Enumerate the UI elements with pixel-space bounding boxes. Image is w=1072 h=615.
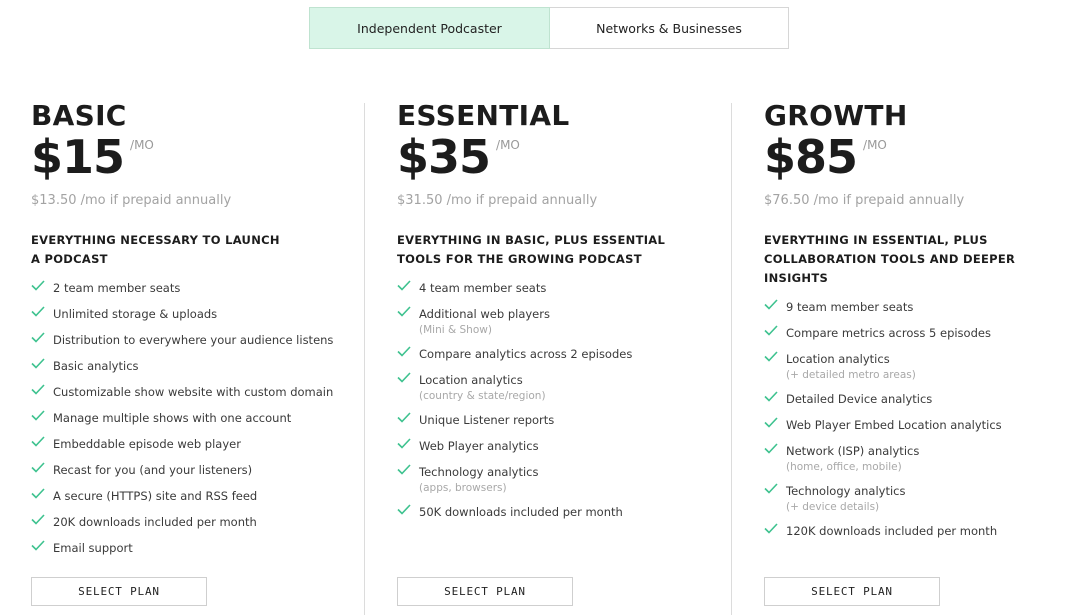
feature-content [53, 511, 257, 531]
feature-text: Network (ISP) analytics [786, 444, 920, 458]
feature-item [397, 461, 707, 495]
feature-content [53, 329, 333, 349]
plan-price: $15 [31, 130, 125, 184]
feature-content [53, 459, 252, 479]
feature-content [53, 485, 257, 505]
feature-content [53, 537, 133, 557]
feature-content [53, 433, 241, 453]
feature-content [786, 440, 919, 474]
feature-detail: (country & state/region) [419, 390, 546, 402]
check-icon [31, 485, 53, 503]
price-row [764, 132, 1072, 184]
column-divider [731, 103, 732, 615]
feature-text: Compare analytics across 2 episodes [419, 347, 633, 361]
check-icon [764, 480, 786, 498]
check-icon [397, 435, 419, 453]
feature-content [419, 501, 623, 521]
select-plan-button[interactable]: SELECT PLAN [397, 577, 573, 606]
feature-text: Technology analytics [419, 465, 539, 479]
plan-headline: EVERYTHING NECESSARY TO LAUNCH A PODCAST [31, 233, 280, 266]
plan-name: GROWTH [764, 99, 908, 132]
check-icon [31, 407, 53, 425]
feature-list [764, 296, 1072, 540]
feature-text: Manage multiple shows with one account [53, 411, 292, 425]
feature-item [31, 485, 341, 505]
feature-text: 120K downloads included per month [786, 524, 998, 538]
check-icon [31, 355, 53, 373]
check-icon [397, 409, 419, 427]
check-icon [31, 537, 53, 555]
feature-item [31, 381, 341, 401]
feature-item [31, 511, 341, 531]
check-icon [31, 381, 53, 399]
feature-item [31, 537, 341, 557]
feature-text: Technology analytics [786, 484, 906, 498]
feature-item [764, 440, 1072, 474]
check-icon [764, 348, 786, 366]
feature-detail: (Mini & Show) [419, 324, 492, 336]
feature-item [397, 277, 707, 297]
feature-text: Detailed Device analytics [786, 392, 933, 406]
feature-item [31, 459, 341, 479]
feature-content [786, 348, 916, 382]
feature-text: Recast for you (and your listeners) [53, 463, 253, 477]
feature-content [419, 369, 546, 403]
check-icon [397, 277, 419, 295]
check-icon [397, 501, 419, 519]
feature-item [397, 501, 707, 521]
tab-networks-businesses[interactable]: Networks & Businesses [550, 7, 789, 49]
feature-text: Distribution to everywhere your audience listens [53, 333, 334, 347]
feature-detail: (apps, browsers) [419, 482, 507, 494]
feature-item [764, 480, 1072, 514]
feature-item [397, 409, 707, 429]
check-icon [764, 296, 786, 314]
plan-name: BASIC [31, 99, 127, 132]
feature-text: Basic analytics [53, 359, 139, 373]
select-plan-button[interactable]: SELECT PLAN [764, 577, 940, 606]
prepaid-price: $31.50 /mo if prepaid annually [397, 193, 598, 208]
plan-name: ESSENTIAL [397, 99, 570, 132]
feature-text: Email support [53, 541, 133, 555]
feature-content [419, 409, 554, 429]
price-period: /MO [496, 138, 520, 152]
feature-content [786, 296, 913, 316]
price-row [31, 132, 341, 184]
feature-item [764, 296, 1072, 316]
feature-item [397, 435, 707, 455]
plan-headline: EVERYTHING IN ESSENTIAL, PLUS COLLABORATION TOOLS AND DEEPER INSIGHTS [764, 233, 1016, 285]
check-icon [397, 461, 419, 479]
plan-price: $85 [764, 130, 858, 184]
feature-item [397, 303, 707, 337]
check-icon [31, 329, 53, 347]
feature-content [786, 388, 932, 408]
feature-text: Compare metrics across 5 episodes [786, 326, 991, 340]
feature-item [31, 407, 341, 427]
tab-independent-podcaster[interactable]: Independent Podcaster [309, 7, 550, 49]
check-icon [397, 343, 419, 361]
feature-text: Location analytics [786, 352, 890, 366]
check-icon [764, 520, 786, 538]
feature-content [53, 277, 180, 297]
plan-card-basic [31, 100, 341, 615]
price-period: /MO [863, 138, 887, 152]
feature-item [764, 322, 1072, 342]
check-icon [31, 277, 53, 295]
feature-detail: (+ device details) [786, 501, 880, 513]
feature-content [786, 520, 997, 540]
feature-text: 2 team member seats [53, 281, 181, 295]
feature-list [397, 277, 707, 521]
feature-detail: (+ detailed metro areas) [786, 369, 916, 381]
check-icon [397, 369, 419, 387]
feature-item [31, 355, 341, 375]
plan-price: $35 [397, 130, 491, 184]
check-icon [764, 388, 786, 406]
feature-content [53, 303, 217, 323]
feature-text: 4 team member seats [419, 281, 547, 295]
feature-item [764, 388, 1072, 408]
feature-text: Unique Listener reports [419, 413, 555, 427]
feature-text: Location analytics [419, 373, 523, 387]
feature-item [764, 414, 1072, 434]
feature-content [786, 414, 1002, 434]
feature-item [764, 348, 1072, 382]
feature-text: Web Player Embed Location analytics [786, 418, 1002, 432]
plan-card-growth [764, 100, 1072, 615]
feature-content [786, 480, 905, 514]
feature-text: Customizable show website with custom domain [53, 385, 334, 399]
feature-content [419, 303, 550, 337]
check-icon [31, 511, 53, 529]
feature-item [397, 343, 707, 363]
feature-item [31, 433, 341, 453]
check-icon [31, 303, 53, 321]
feature-content [419, 461, 538, 495]
feature-content [419, 435, 539, 455]
check-icon [764, 322, 786, 340]
feature-text: Unlimited storage & uploads [53, 307, 218, 321]
prepaid-price: $76.50 /mo if prepaid annually [764, 193, 965, 208]
feature-item [31, 303, 341, 323]
check-icon [31, 459, 53, 477]
check-icon [764, 440, 786, 458]
plan-headline: EVERYTHING IN BASIC, PLUS ESSENTIAL TOOLS FOR THE GROWING PODCAST [397, 233, 666, 266]
price-row [397, 132, 707, 184]
feature-content [53, 381, 333, 401]
feature-detail: (home, office, mobile) [786, 461, 902, 473]
feature-content [53, 407, 291, 427]
check-icon [397, 303, 419, 321]
feature-item [31, 329, 341, 349]
price-period: /MO [130, 138, 154, 152]
select-plan-button[interactable]: SELECT PLAN [31, 577, 207, 606]
feature-item [764, 520, 1072, 540]
column-divider [364, 103, 365, 615]
feature-text: Embeddable episode web player [53, 437, 241, 451]
feature-item [31, 277, 341, 297]
feature-text: Additional web players [419, 307, 550, 321]
plan-card-essential [397, 100, 707, 615]
feature-content [419, 343, 632, 363]
feature-list [31, 277, 341, 557]
feature-text: 20K downloads included per month [53, 515, 257, 529]
check-icon [764, 414, 786, 432]
feature-text: 9 team member seats [786, 300, 914, 314]
feature-text: Web Player analytics [419, 439, 539, 453]
feature-text: A secure (HTTPS) site and RSS feed [53, 489, 258, 503]
feature-text: 50K downloads included per month [419, 505, 623, 519]
prepaid-price: $13.50 /mo if prepaid annually [31, 193, 232, 208]
check-icon [31, 433, 53, 451]
plan-type-tabs [309, 7, 789, 49]
feature-item [397, 369, 707, 403]
feature-content [53, 355, 139, 375]
feature-content [419, 277, 546, 297]
feature-content [786, 322, 991, 342]
